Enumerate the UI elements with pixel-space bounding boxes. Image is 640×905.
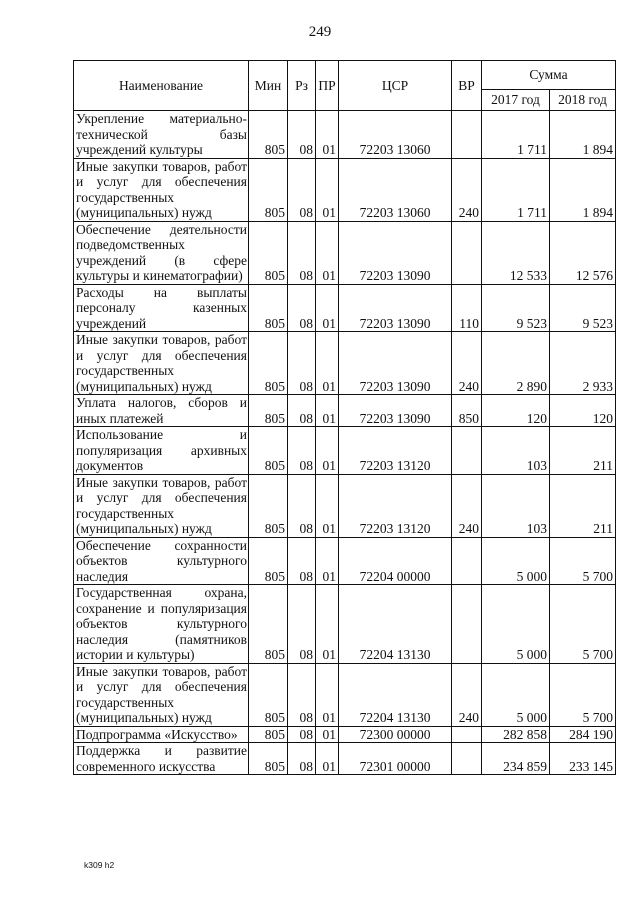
row-csr: 72203 13090 (339, 395, 452, 427)
row-pr: 01 (316, 585, 339, 664)
row-vr: 240 (452, 663, 482, 726)
row-rz: 08 (288, 284, 316, 332)
row-csr: 72203 13090 (339, 332, 452, 395)
row-sum-2017: 282 858 (482, 726, 550, 743)
row-sum-2018: 211 (550, 427, 616, 475)
row-pr: 01 (316, 743, 339, 775)
row-min: 805 (249, 395, 288, 427)
row-pr: 01 (316, 427, 339, 475)
row-sum-2017: 5 000 (482, 537, 550, 585)
row-rz: 08 (288, 726, 316, 743)
table-row (74, 585, 616, 664)
row-rz: 08 (288, 427, 316, 475)
row-rz: 08 (288, 663, 316, 726)
row-name: Укрепление материально-технической базы учреждений культуры (74, 111, 249, 159)
row-vr (452, 111, 482, 159)
table-row (74, 726, 616, 743)
row-vr (452, 427, 482, 475)
row-min: 805 (249, 332, 288, 395)
row-csr: 72203 13090 (339, 284, 452, 332)
row-name: Иные закупки товаров, работ и услуг для обеспечения государственных (муниципальных) нужд (74, 663, 249, 726)
header-year-2017: 2017 год (482, 90, 550, 111)
row-csr: 72203 13060 (339, 111, 452, 159)
row-min: 805 (249, 474, 288, 537)
row-rz: 08 (288, 111, 316, 159)
header-rz: Рз (288, 61, 316, 111)
row-rz: 08 (288, 158, 316, 221)
table-row (74, 427, 616, 475)
row-rz: 08 (288, 585, 316, 664)
row-sum-2018: 120 (550, 395, 616, 427)
row-name: Государственная охрана, сохранение и популяризация объектов культурного наследия (памятников истории и культуры) (74, 585, 249, 664)
row-sum-2017: 103 (482, 474, 550, 537)
row-vr (452, 537, 482, 585)
row-sum-2017: 5 000 (482, 585, 550, 664)
header-name: Наименование (74, 61, 249, 111)
table-row (74, 743, 616, 775)
row-rz: 08 (288, 743, 316, 775)
row-pr: 01 (316, 663, 339, 726)
row-csr: 72203 13120 (339, 474, 452, 537)
header-year-2018: 2018 год (550, 90, 616, 111)
row-min: 805 (249, 284, 288, 332)
header-pr: ПР (316, 61, 339, 111)
footer-code: k309 h2 (84, 860, 115, 870)
row-sum-2017: 1 711 (482, 111, 550, 159)
page-number: 249 (308, 24, 332, 40)
row-pr: 01 (316, 726, 339, 743)
row-sum-2017: 1 711 (482, 158, 550, 221)
row-csr: 72203 13120 (339, 427, 452, 475)
row-pr: 01 (316, 395, 339, 427)
row-csr: 72300 00000 (339, 726, 452, 743)
table-row (74, 332, 616, 395)
table-body (74, 111, 616, 775)
row-rz: 08 (288, 537, 316, 585)
row-vr (452, 726, 482, 743)
header-min: Мин (249, 61, 288, 111)
header-sum: Сумма (482, 61, 616, 90)
row-sum-2017: 9 523 (482, 284, 550, 332)
row-sum-2017: 12 533 (482, 221, 550, 284)
row-vr: 240 (452, 474, 482, 537)
row-name: Обеспечение сохранности объектов культурного наследия (74, 537, 249, 585)
row-vr: 240 (452, 332, 482, 395)
header-vr: ВР (452, 61, 482, 111)
row-rz: 08 (288, 474, 316, 537)
table-row (74, 158, 616, 221)
row-sum-2018: 1 894 (550, 158, 616, 221)
row-csr: 72301 00000 (339, 743, 452, 775)
row-pr: 01 (316, 221, 339, 284)
row-rz: 08 (288, 395, 316, 427)
row-min: 805 (249, 221, 288, 284)
table-row (74, 395, 616, 427)
row-sum-2017: 103 (482, 427, 550, 475)
row-vr: 240 (452, 158, 482, 221)
row-min: 805 (249, 585, 288, 664)
row-pr: 01 (316, 332, 339, 395)
row-rz: 08 (288, 332, 316, 395)
row-vr (452, 585, 482, 664)
row-name: Подпрограмма «Искусство» (74, 726, 249, 743)
table-row (74, 537, 616, 585)
row-sum-2018: 2 933 (550, 332, 616, 395)
row-name: Иные закупки товаров, работ и услуг для обеспечения государственных (муниципальных) нужд (74, 474, 249, 537)
row-pr: 01 (316, 474, 339, 537)
row-csr: 72204 13130 (339, 585, 452, 664)
row-sum-2018: 284 190 (550, 726, 616, 743)
row-sum-2018: 9 523 (550, 284, 616, 332)
row-min: 805 (249, 726, 288, 743)
row-sum-2017: 234 859 (482, 743, 550, 775)
row-sum-2017: 120 (482, 395, 550, 427)
row-name: Расходы на выплаты персоналу казенных учреждений (74, 284, 249, 332)
row-name: Уплата налогов, сборов и иных платежей (74, 395, 249, 427)
row-name: Использование и популяризация архивных документов (74, 427, 249, 475)
table-row (74, 284, 616, 332)
row-min: 805 (249, 427, 288, 475)
row-min: 805 (249, 743, 288, 775)
table-row (74, 111, 616, 159)
row-vr (452, 221, 482, 284)
row-sum-2017: 2 890 (482, 332, 550, 395)
row-min: 805 (249, 663, 288, 726)
table-row (74, 474, 616, 537)
row-name: Иные закупки товаров, работ и услуг для обеспечения государственных (муниципальных) нужд (74, 332, 249, 395)
row-sum-2018: 211 (550, 474, 616, 537)
row-vr: 850 (452, 395, 482, 427)
row-min: 805 (249, 111, 288, 159)
row-pr: 01 (316, 158, 339, 221)
row-pr: 01 (316, 284, 339, 332)
row-rz: 08 (288, 221, 316, 284)
row-min: 805 (249, 537, 288, 585)
header-csr: ЦСР (339, 61, 452, 111)
row-csr: 72204 13130 (339, 663, 452, 726)
table-row (74, 663, 616, 726)
table-row (74, 221, 616, 284)
row-name: Поддержка и развитие современного искусства (74, 743, 249, 775)
row-sum-2017: 5 000 (482, 663, 550, 726)
row-sum-2018: 5 700 (550, 537, 616, 585)
row-csr: 72203 13060 (339, 158, 452, 221)
row-pr: 01 (316, 111, 339, 159)
row-vr: 110 (452, 284, 482, 332)
row-sum-2018: 1 894 (550, 111, 616, 159)
row-name: Иные закупки товаров, работ и услуг для обеспечения государственных (муниципальных) нужд (74, 158, 249, 221)
row-vr (452, 743, 482, 775)
row-min: 805 (249, 158, 288, 221)
row-csr: 72203 13090 (339, 221, 452, 284)
budget-table (73, 60, 616, 775)
row-csr: 72204 00000 (339, 537, 452, 585)
row-sum-2018: 5 700 (550, 585, 616, 664)
row-pr: 01 (316, 537, 339, 585)
row-sum-2018: 233 145 (550, 743, 616, 775)
row-sum-2018: 12 576 (550, 221, 616, 284)
row-sum-2018: 5 700 (550, 663, 616, 726)
row-name: Обеспечение деятельности подведомственных учреждений (в сфере культуры и кинематографии) (74, 221, 249, 284)
